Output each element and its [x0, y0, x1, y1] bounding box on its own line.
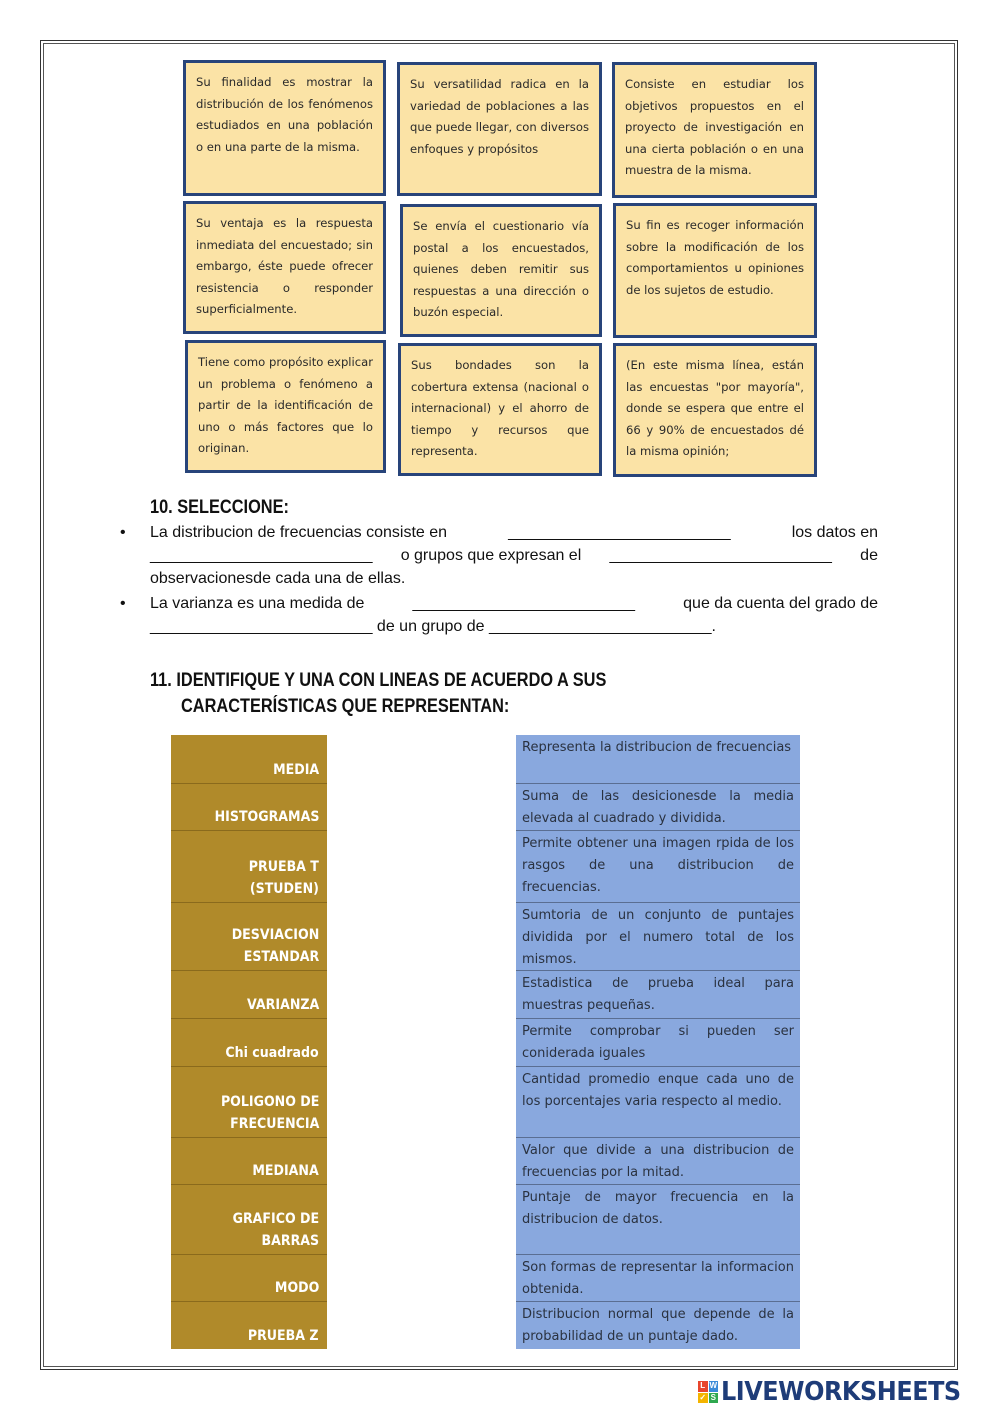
right-item[interactable]: Suma de las desicionesde la media elevada al cuadrado y dividida. — [516, 784, 800, 831]
card-9: (En este misma línea, están las encuestas "por mayoría", donde se espera que entre el 66 y 90% de encuestados dé la misma opinión; — [613, 343, 817, 477]
card-5: Se envía el cuestionario vía postal a los encuestados, quienes deben remitir sus respuestas a una dirección o buzón especial. — [400, 204, 602, 337]
blank-field[interactable]: _________________________ — [489, 618, 712, 635]
left-item-label: GRAFICO DE BARRAS — [232, 1211, 319, 1249]
logo-text: LIVEWORKSHEETS — [721, 1377, 961, 1407]
left-item-label: MEDIA — [272, 762, 319, 778]
logo-mark-icon — [698, 1381, 718, 1403]
bullet-2: • — [120, 595, 126, 612]
right-item[interactable]: Permite obtener una imagen rpida de los rasgos de una distribucion de frecuencias. — [516, 831, 800, 903]
fill-line-4 — [150, 595, 878, 613]
card-4: Su ventaja es la respuesta inmediata del encuestado; sin embargo, éste puede ofrecer resistencia o responder superficialmente. — [183, 201, 386, 334]
left-item-histogramas[interactable] — [171, 784, 327, 831]
logo-mark-letter: W — [709, 1381, 718, 1390]
left-item-mediana[interactable] — [171, 1138, 327, 1185]
card-1: Su finalidad es mostrar la distribución de los fenómenos estudiados en una población o en una parte de la misma. — [183, 60, 386, 196]
fill-line-5 — [150, 618, 716, 636]
blank-field[interactable]: _________________________ — [150, 547, 373, 564]
left-item-label: PRUEBA Z — [248, 1328, 319, 1344]
card-8: Sus bondades son la cobertura extensa (nacional o internacional) y el ahorro de tiempo y recursos que representa. — [398, 343, 602, 476]
blank-field[interactable]: _________________________ — [150, 618, 373, 635]
right-column — [516, 735, 800, 1349]
text-segment: . — [711, 618, 716, 635]
left-item-desviacion-estandar[interactable] — [171, 903, 327, 971]
text-segment: La distribucion de frecuencias consiste en — [150, 524, 448, 541]
logo-mark-letter: ✓ — [699, 1392, 707, 1402]
fill-line-3: observacionesde cada una de ellas. — [150, 570, 406, 587]
left-item-varianza[interactable] — [171, 971, 327, 1019]
logo-mark-letter: L — [698, 1381, 708, 1392]
left-item-chi-cuadrado[interactable] — [171, 1019, 327, 1067]
card-6: Su fin es recoger información sobre la modificación de los comportamientos u opiniones de los sujetos de estudio. — [613, 203, 817, 338]
left-item-label: VARIANZA — [246, 997, 319, 1013]
left-item-label: PRUEBA T (STUDEN) — [248, 859, 319, 897]
text-segment: La varianza es una medida de — [150, 595, 365, 612]
liveworksheets-logo — [698, 1377, 982, 1407]
left-item-poligono[interactable] — [171, 1067, 327, 1138]
left-item-label: MEDIANA — [252, 1163, 319, 1179]
logo-mark-letter: S — [709, 1393, 719, 1404]
blank-field[interactable]: _________________________ — [412, 595, 635, 612]
left-item-media[interactable] — [171, 735, 327, 784]
fill-line-2 — [150, 547, 878, 565]
right-item[interactable]: Representa la distribucion de frecuencias — [516, 735, 800, 784]
right-item[interactable]: Son formas de representar la informacion obtenida. — [516, 1255, 800, 1302]
text-segment: que da cuenta del grado de — [683, 595, 878, 612]
left-item-label: POLIGONO DE FRECUENCIA — [220, 1094, 319, 1132]
text-segment: los datos en — [791, 524, 878, 541]
right-item[interactable]: Estadistica de prueba ideal para muestras pequeñas. — [516, 971, 800, 1019]
section-10-title: 10. SELECCIONE: — [150, 497, 289, 518]
card-2: Su versatilidad radica en la variedad de poblaciones a las que puede llegar, con diversos enfoques y propósitos — [397, 62, 602, 196]
blank-field[interactable]: _________________________ — [609, 547, 832, 564]
left-item-grafico-barras[interactable] — [171, 1185, 327, 1255]
right-item[interactable]: Puntaje de mayor frecuencia en la distribucion de datos. — [516, 1185, 800, 1255]
left-item-label: DESVIACION ESTANDAR — [231, 927, 319, 965]
card-7: Tiene como propósito explicar un problema o fenómeno a partir de la identificación de uno o más factores que lo originan. — [185, 340, 386, 473]
left-item-modo[interactable] — [171, 1255, 327, 1302]
left-item-label: Chi cuadrado — [225, 1045, 319, 1061]
fill-line-1 — [150, 524, 878, 542]
left-item-label: HISTOGRAMAS — [214, 809, 319, 825]
bullet-1: • — [120, 524, 126, 541]
left-column — [171, 735, 327, 1349]
text-segment: o grupos que expresan el — [400, 547, 582, 564]
right-item[interactable]: Valor que divide a una distribucion de frecuencias por la mitad. — [516, 1138, 800, 1185]
section-11-title-line1: 11. IDENTIFIQUE Y UNA CON LINEAS DE ACUERDO A SUS — [150, 670, 607, 691]
right-item[interactable]: Sumtoria de un conjunto de puntajes dividida por el numero total de los mismos. — [516, 903, 800, 971]
section-11-title-line2: CARACTERÍSTICAS QUE REPRESENTAN: — [181, 696, 510, 717]
text-segment: de un grupo de — [376, 618, 485, 635]
right-item[interactable]: Cantidad promedio enque cada uno de los porcentajes varia respecto al medio. — [516, 1067, 800, 1138]
blank-field[interactable]: _________________________ — [508, 524, 731, 541]
right-item[interactable]: Permite comprobar si pueden ser coniderada iguales — [516, 1019, 800, 1067]
left-item-prueba-z[interactable] — [171, 1302, 327, 1349]
right-item[interactable]: Distribucion normal que depende de la probabilidad de un puntaje dado. — [522, 1307, 794, 1344]
left-item-label: MODO — [274, 1280, 319, 1296]
card-3: Consiste en estudiar los objetivos propuestos en el proyecto de investigación en una cierta población o en una muestra de la misma. — [612, 62, 817, 198]
cards-grid — [181, 58, 819, 478]
text-segment: de — [860, 547, 878, 564]
left-item-prueba-t[interactable] — [171, 831, 327, 903]
